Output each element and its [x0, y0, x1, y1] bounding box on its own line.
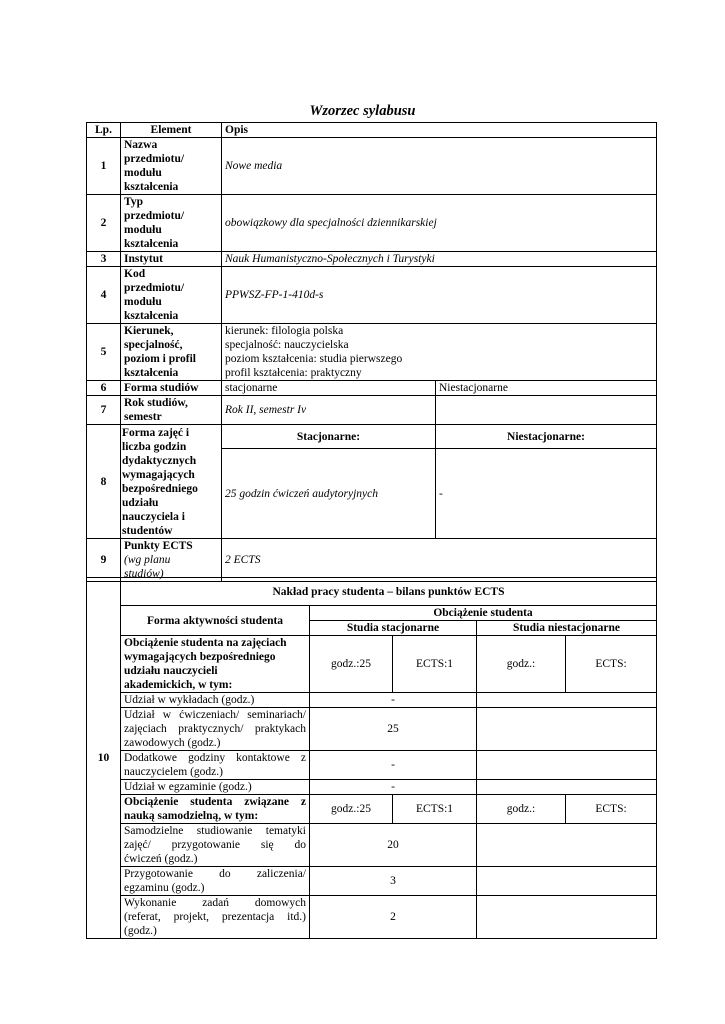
element-line: semestr: [124, 411, 162, 423]
label-line: akademickich, w tym:: [124, 679, 233, 691]
group-label: [121, 636, 310, 693]
table-row: [87, 578, 657, 606]
label-line: zajęciach praktycznych/ praktykach: [124, 723, 306, 735]
row-number: 1: [87, 138, 121, 195]
element-line: nauczyciela i: [122, 510, 185, 523]
table-row: [87, 195, 657, 252]
ects-workload-table: [86, 577, 657, 939]
table-row: [87, 708, 657, 751]
element-line: modułu: [124, 224, 162, 236]
course-code: PPWSZ-FP-1-410d-s: [222, 267, 657, 324]
table-row: [87, 396, 657, 425]
workload-header: Obciążenie studenta: [310, 606, 657, 621]
table-row: [87, 896, 657, 939]
hours-full-time: godz.:25: [310, 636, 393, 693]
label-line: Obciążenie studenta na zajęciach: [124, 637, 287, 649]
element-line: Kierunek,: [124, 325, 174, 337]
study-mode-part-time: Niestacjonarne: [436, 381, 657, 396]
label-line: udziału nauczycieli: [124, 665, 218, 677]
full-time-header: Studia stacjonarne: [310, 621, 477, 636]
row-number: 9: [87, 539, 121, 582]
element-line: Nazwa: [124, 139, 158, 151]
element-label: [121, 539, 222, 582]
field-of-study: [222, 324, 657, 381]
activity-form-header: Forma aktywności studenta: [121, 606, 310, 636]
item-label: [121, 867, 310, 896]
table-row: [87, 324, 657, 381]
label-line: zawodowych (godz.): [124, 737, 221, 749]
item-value: -: [310, 751, 477, 780]
element-line: liczba godzin: [122, 440, 187, 453]
ects-title: Nakład pracy studenta – bilans punktów ECTS: [121, 578, 657, 606]
table-row: [87, 425, 657, 449]
study-mode-full-time: stacjonarne: [222, 381, 436, 396]
element-line: przedmiotu/: [124, 153, 185, 165]
item-label: [121, 896, 310, 939]
hours-part-time: godz.:: [477, 636, 566, 693]
table-row: [87, 795, 657, 824]
value-line: kierunek: filologia polska: [225, 325, 344, 337]
element-line: bezpośredniego: [122, 482, 198, 495]
table-row: [87, 138, 657, 195]
label-line: wymagających bezpośredniego: [124, 651, 276, 663]
ects-points: 2 ECTS: [222, 539, 657, 582]
element-line: Rok studiów,: [124, 397, 188, 409]
value-line: specjalność: nauczycielska: [225, 339, 349, 351]
element-line: modułu: [124, 167, 162, 179]
element-line: studiów): [124, 568, 164, 580]
label-line: Dodatkowe godziny kontaktowe z: [124, 752, 306, 764]
item-value-part-time: [477, 896, 657, 939]
item-value-part-time: [477, 867, 657, 896]
row-number: 10: [87, 578, 121, 939]
label-line: nauką samodzielną, w tym:: [124, 810, 259, 822]
item-label: Udział w egzaminie (godz.): [121, 780, 310, 795]
item-value: 20: [310, 824, 477, 867]
item-label: Udział w wykładach (godz.): [121, 693, 310, 708]
table-row: [87, 751, 657, 780]
header-full-time: Stacjonarne:: [222, 425, 436, 449]
item-value-part-time: [477, 824, 657, 867]
course-type: obowiązkowy dla specjalności dziennikarskiej: [222, 195, 657, 252]
element-line: (wg planu: [124, 554, 171, 566]
label-line: ćwiczeń (godz.): [124, 853, 198, 865]
row-number: 2: [87, 195, 121, 252]
header-element: Element: [121, 123, 222, 138]
element-line: przedmiotu/: [124, 282, 185, 294]
label-line: zajęć/ przygotowanie się do: [124, 839, 306, 851]
year-semester: Rok II, semestr Iv: [222, 396, 436, 425]
table-row: [87, 693, 657, 708]
item-value: 2: [310, 896, 477, 939]
element-line: Typ: [124, 196, 143, 208]
group-label: [121, 795, 310, 824]
label-line: Wykonanie zadań domowych: [124, 897, 306, 909]
item-value-part-time: [477, 708, 657, 751]
element-label: [121, 195, 222, 252]
label-line: Samodzielne studiowanie tematyki: [124, 825, 306, 837]
year-semester-part-time: [436, 396, 657, 425]
ects-part-time: ECTS:: [566, 795, 657, 824]
table-row: [87, 606, 657, 621]
label-line: Przygotowanie do zaliczenia/: [124, 868, 306, 880]
row-number: 6: [87, 381, 121, 396]
element-label: [121, 324, 222, 381]
header-part-time: Niestacjonarne:: [436, 425, 657, 449]
item-value-part-time: [477, 780, 657, 795]
hours-part-time: godz.:: [477, 795, 566, 824]
value-line: profil kształcenia: praktyczny: [225, 367, 362, 379]
table-row: [87, 636, 657, 693]
element-line: Kod: [124, 268, 146, 280]
item-label: [121, 708, 310, 751]
element-line: kształcenia: [124, 310, 179, 322]
course-name: Nowe media: [222, 138, 657, 195]
header-opis: Opis: [222, 123, 657, 138]
row-number: 3: [87, 252, 121, 267]
element-label: [121, 267, 222, 324]
institute: Nauk Humanistyczno-Społecznych i Turystyki: [222, 252, 657, 267]
header-lp: Lp.: [87, 123, 121, 138]
table-row: [87, 252, 657, 267]
row-number: 8: [87, 425, 121, 539]
element-line: poziom i profil: [124, 353, 196, 365]
label-line: nauczycielem (godz.): [124, 766, 223, 778]
hours-part-time: -: [436, 449, 657, 539]
item-value: 3: [310, 867, 477, 896]
element-line: Forma zajęć i: [122, 426, 190, 439]
element-line: wymagających: [122, 468, 195, 481]
label-line: (referat, projekt, prezentacja itd.): [124, 911, 306, 923]
element-label: [121, 425, 222, 539]
item-value: -: [310, 780, 477, 795]
table-row: [87, 867, 657, 896]
element-line: specjalność,: [124, 339, 183, 351]
item-value-part-time: [477, 751, 657, 780]
item-value-part-time: [477, 693, 657, 708]
value-line: poziom kształcenia: studia pierwszego: [225, 353, 403, 365]
row-number: 5: [87, 324, 121, 381]
ects-full-time: ECTS:1: [393, 795, 477, 824]
element-line: dydaktycznych: [122, 454, 197, 467]
element-label: Forma studiów: [121, 381, 222, 396]
table-row: [87, 381, 657, 396]
element-line: kształcenia: [124, 367, 179, 379]
hours-full-time: godz.:25: [310, 795, 393, 824]
hours-full-time: 25 godzin ćwiczeń audytoryjnych: [222, 449, 436, 539]
row-number: 7: [87, 396, 121, 425]
document-title: Wzorzec sylabusu: [309, 103, 416, 119]
item-value: 25: [310, 708, 477, 751]
table-row: [87, 267, 657, 324]
element-line: kształcenia: [124, 238, 179, 250]
item-value: -: [310, 693, 477, 708]
table-row: [87, 539, 657, 582]
element-label: [121, 396, 222, 425]
part-time-header: Studia niestacjonarne: [477, 621, 657, 636]
element-line: udziału: [122, 496, 159, 509]
item-label: [121, 751, 310, 780]
label-line: egzaminu (godz.): [124, 882, 205, 894]
element-label: Instytut: [121, 252, 222, 267]
item-label: [121, 824, 310, 867]
table-row: [87, 824, 657, 867]
element-label: [121, 138, 222, 195]
syllabus-table: [86, 122, 657, 582]
table-row: [87, 780, 657, 795]
table-header-row: [87, 123, 657, 138]
element-line: studentów: [122, 524, 173, 537]
ects-full-time: ECTS:1: [393, 636, 477, 693]
element-line: Punkty ECTS: [124, 540, 193, 552]
element-line: przedmiotu/: [124, 210, 185, 222]
label-line: Obciążenie studenta związane z: [124, 796, 306, 808]
row-number: 4: [87, 267, 121, 324]
element-line: modułu: [124, 296, 162, 308]
element-line: kształcenia: [124, 181, 179, 193]
label-line: Udział w ćwiczeniach/ seminariach/: [124, 709, 306, 721]
label-line: (godz.): [124, 925, 157, 937]
ects-part-time: ECTS:: [566, 636, 657, 693]
